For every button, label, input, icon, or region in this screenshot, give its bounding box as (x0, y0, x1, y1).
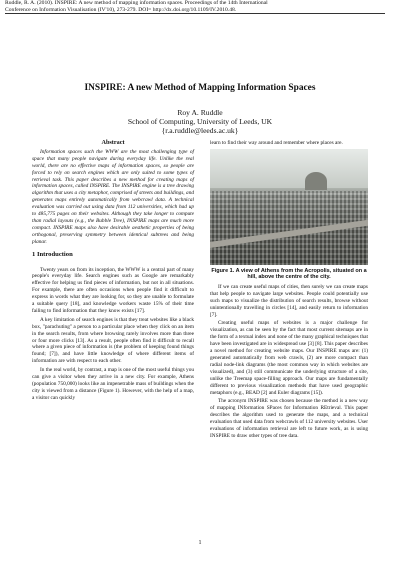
right-paragraph-3: The acronym INSPIRE was chosen because the method is a new way of mapping INformation SPaces for Information REtrieval. This paper describes the algorithm used to generate the maps, and a technical evaluation that used data from webcrawls of 112 university websites. User evaluations of information retrieval are left to future work, as is using INSPIRE to draw other types of tree data. (210, 398, 368, 439)
intro-paragraph-1: Twenty years on from its inception, the WWW is a central part of many people's everyday life. Search engines such as Google are remarkably effective for helping us find pieces of information, but not in all situations. For example, there are often occasions when people find it difficult to express in words what they are looking for, so they are unable to formulate a suitable query [18], and knowledge workers waste 15% of their time failing to find information that they know exists [17]. (32, 266, 194, 314)
abstract-text: Information spaces such the WWW are the most challenging type of space that many people navigate during everyday life. Unlike the real world, there are no effective maps of information spaces, so people are forced to rely on search engines which are only suited to some types of retrieval task. This paper describes a new method for creating maps of information spaces, called INSPIRE. The INSPIRE engine is a tree drawing algorithm that uses a city metaphor, comprised of streets and buildings, and generates maps entirely automatically from webcrawl data. A technical evaluation was carried out using data from 112 universities, which had up to 485,775 pages on their websites. Although they take longer to compute than radial layouts (e.g., the Bubble Tree), INSPIRE maps are much more compact. INSPIRE maps also have desirable aesthetic properties of being orthogonal, preserving symmetry between identical subtrees and being planar. (32, 148, 194, 245)
right-column (210, 140, 368, 442)
paper-title: INSPIRE: A new Method of Mapping Information Spaces (84, 83, 316, 93)
page-number: 1 (198, 540, 202, 546)
section-heading-introduction: 1 Introduction (32, 250, 73, 258)
author-name: Roy A. Ruddle (177, 108, 223, 117)
continued-paragraph: learn to find their way around and remember where places are. (210, 140, 343, 146)
citation-line-1: Ruddle, R. A. (2010). INSPIRE: A new method of mapping information spaces. Proceedings of the 14th International (5, 0, 268, 6)
figure-sky (210, 149, 368, 188)
right-paragraph-1: If we can create useful maps of cities, then surely we can create maps that help people to navigate large websites. People could potentially use such maps to visualize the distribution of search results, browse without unintentionally travelling in circles [14], and easily return to information [7]. (210, 283, 368, 318)
header-divider (5, 13, 385, 14)
figure-hill (305, 172, 327, 190)
right-paragraph-2: Creating useful maps of websites is a major challenge for visualization, as can be seen by the fact that most current sitemaps are in the form of a textual index and none of the many graphical techniques that have been investigated are in widespread use [3] [8]. This paper describes a novel method for creating website maps. Our INSPIRE maps are: (1) generated automatically from web crawls, (2) are more compact than radial node-link diagrams (the most common way in which websites are visualized), and (3) still communicate the underlying structure of a site, unlike the Treemap space-filling approach. Our maps are fundamentally different to previous visualization methods that have used geographic metaphors (e.g., BEAD [2] and Euler diagrams [15]). (210, 320, 368, 396)
intro-paragraph-2: A key limitation of search engines is that they treat websites like a black box, "parachuting" a person to a particular place when they click on an item in the search results, from where browsing rarely involves more than three or four more clicks [13]. As a result, people often find it difficult to recall where a given piece of information is (the problem of keeping found things found; [7]), and have little knowledge of where different items of information are with respect to each other. (32, 316, 194, 365)
intro-paragraph-3: In the real world, by contrast, a map is one of the most useful things you can give a visitor when they arrive in a new city. For example, Athens (population 750,000) looks like an impenetrable mass of buildings when the city is viewed from a distance (Figure 1). However, with the help of a map, a visitor can quickly (32, 367, 194, 401)
citation-line-2: Conference on Information Visualisation (IV'10), 273-279. DOI= http://dx.doi.org/10.1109/IV.2010.48. (5, 6, 237, 13)
citation-header (5, 0, 385, 14)
author-affiliation: School of Computing, University of Leeds, UK (127, 117, 273, 126)
author-email: {r.a.ruddle@leeds.ac.uk} (161, 126, 239, 135)
author-block (0, 108, 400, 135)
athens-photo-figure (210, 149, 368, 265)
figure-caption: Figure 1. A view of Athens from the Acropolis, situated on a hill, above the centre of the city. (211, 267, 367, 281)
abstract-heading: Abstract (101, 139, 125, 146)
left-column (32, 140, 194, 404)
